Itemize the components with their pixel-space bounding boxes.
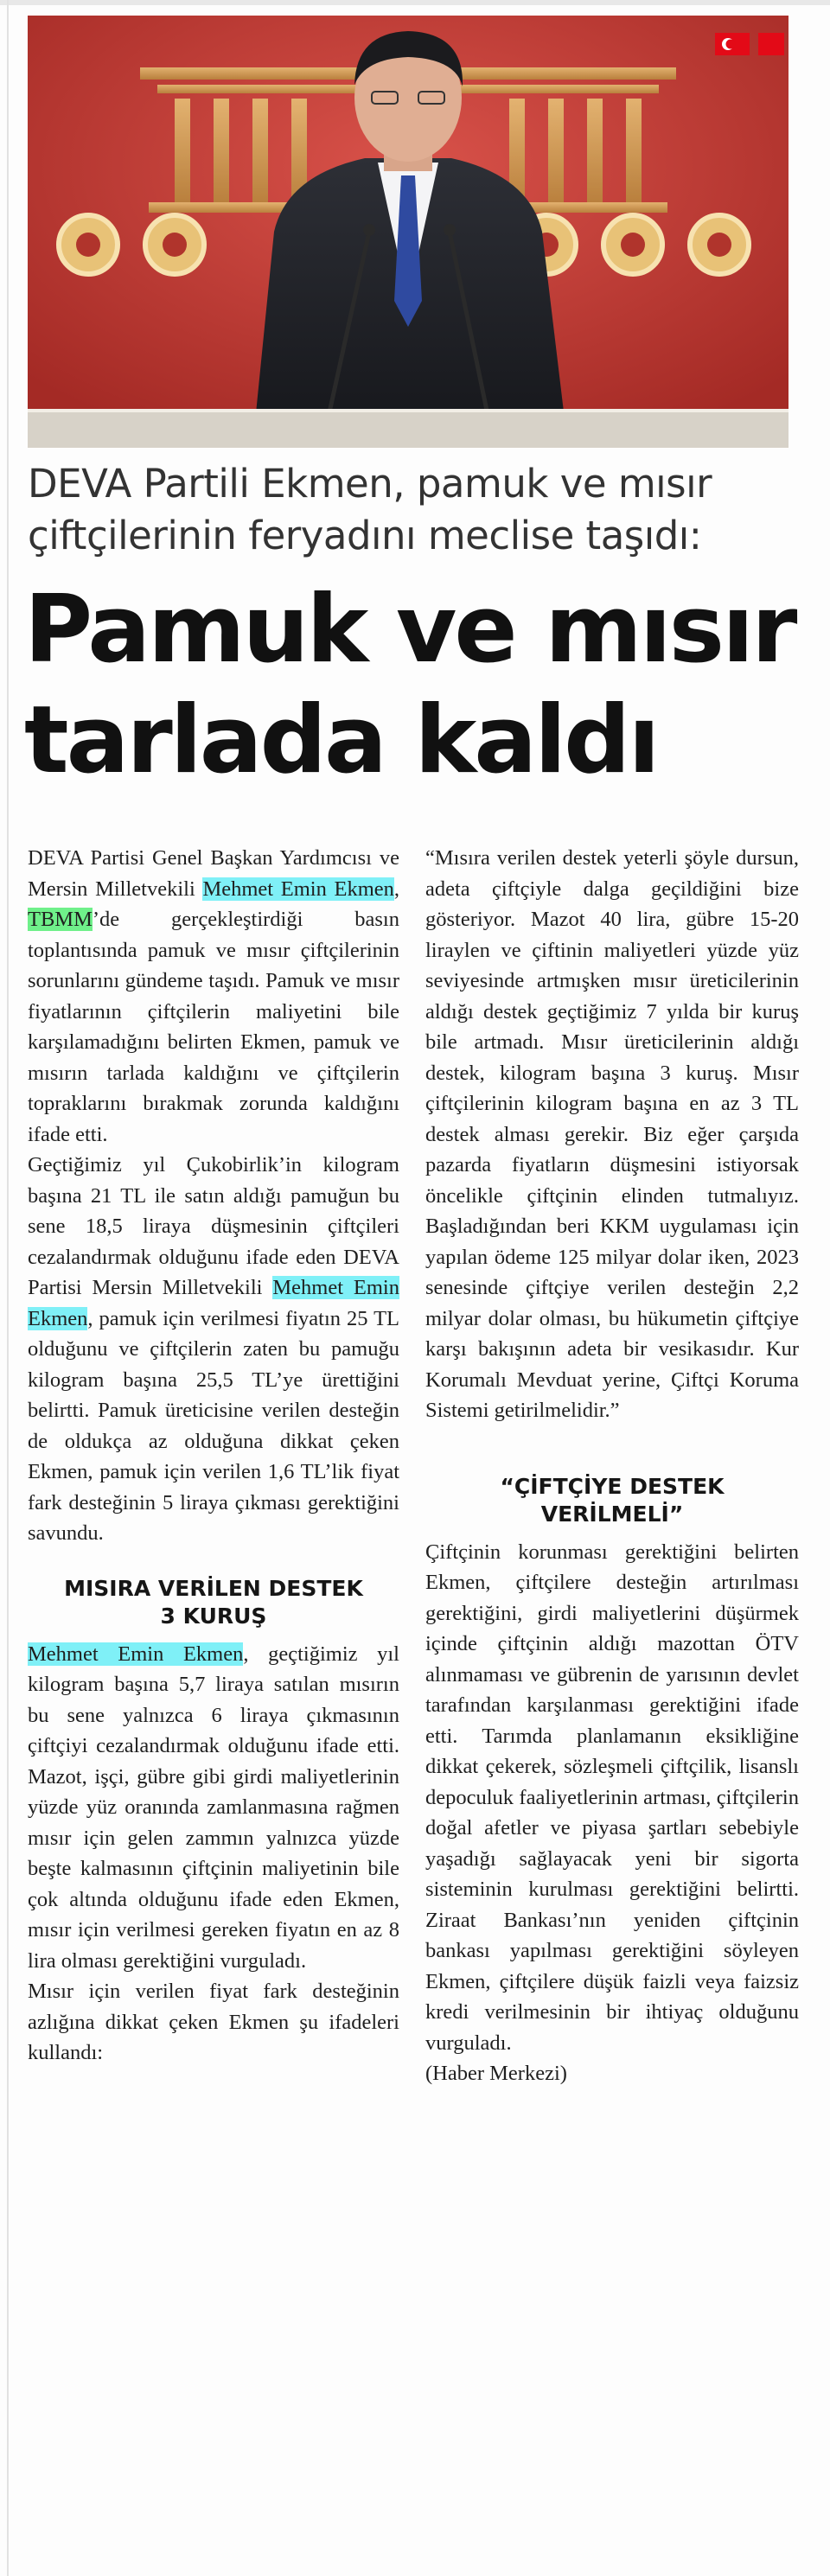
kicker-headline (28, 458, 806, 562)
flag-icons (715, 33, 784, 55)
headline-line: tarlada kaldı (24, 686, 658, 794)
top-rule (0, 0, 830, 5)
main-headline (24, 575, 811, 796)
microphone-head (363, 224, 375, 236)
left-rule (7, 0, 9, 2576)
highlighted-organization: TBMM (28, 908, 93, 931)
byline: (Haber Merkezi) (425, 2062, 567, 2085)
headline-line: Pamuk ve mısır (24, 576, 795, 684)
paragraph: Mısır için verilen fiyat fark desteğinin azlığına dikkat çeken Ekmen şu ifadeleri kullandı: (28, 1980, 399, 2064)
kicker-line: çiftçilerinin feryadını meclise taşıdı: (28, 513, 702, 558)
highlighted-name: Mehmet Emin Ekmen (202, 877, 394, 901)
lectern-edge (28, 409, 788, 448)
paragraph: DEVA Partisi Genel Başkan Yardımcısı ve Mersin Milletvekili Mehmet Emin Ekmen, TBMM’de gerçekleştirdiği basın toplantısında pamuk ve mısır çiftçilerinin sorunlarını gündeme taşıdı. Pamuk ve mısır fiyatlarının çiftçilerin maliyetini bile karşılamadığını belirten Ekmen, pamuk ve mısırın tarlada kaldığını ve çiftçilerin topraklarını bırakmak zorunda kaldığını ifade etti. (28, 846, 400, 1146)
paragraph: Mehmet Emin Ekmen, geçtiğimiz yıl kilogram başına 5,7 liraya satılan mısırın bu sene yalnızca 6 liraya çıkmasının çiftçiyi cezalandırmak olduğunu ifade etti. Mazot, işçi, gübre gibi girdi maliyetlerinin yüzde yüz oranında zamlanmasına rağmen mısır için gelen zammın yalnızca yüzde beşte kalmasının çiftçinin maliyetinin bile çok altında olduğunu ifade eden Ekmen, mısır için verilmesi gereken fiyatın en az 8 lira olması gerektiğini vurguladı. (28, 1642, 399, 1973)
photo-illustration (28, 16, 788, 448)
section-subheading: “ÇİFTÇİYE DESTEK VERİLMELİ” (500, 1473, 725, 1527)
kicker-line: DEVA Partili Ekmen, pamuk ve mısır (28, 461, 712, 507)
highlighted-name: Mehmet Emin Ekmen (28, 1276, 399, 1330)
quote-paragraph: “Mısıra verilen destek yeterli şöyle dursun, adeta çiftçiyle dalga geçildiğini bize gösteriyor. Mazot 40 lira, gübre 15-20 liraylen ve çiftinin maliyetleri yüzde yüz seviyesinde artmışken mısır üreticilerinin aldığı destek geçtiğimiz 7 yılda bir kuruş bile artmadı. Mısır üreticilerinin aldığı destek, kilogram başına 3 kuruş. Mısır çiftçilerinin kilogram başına en az 3 TL destek alması gerekir. Biz eğer çarşıda pazarda fiyatların düşmesini istiyorsak öncelikle çiftçinin elinden tutmalıyız. Başladığından beri KKM uygulaması için yapılan ödeme 125 milyar dolar iken, 2023 senesinde çiftçiye verilen desteğin 2,2 milyar dolar olması, bu hükumetin çiftçiye karşı bakışının adeta bir vesikasıdır. Kur Korumalı Mevduat yerine, Çiftçi Koruma Sistemi getirilmelidir.” (425, 846, 799, 1422)
article-photo (28, 16, 788, 448)
left-column (28, 843, 399, 2069)
right-column (425, 843, 799, 2089)
microphone-head (444, 224, 456, 236)
highlighted-name: Mehmet Emin Ekmen (28, 1642, 244, 1666)
paragraph: Geçtiğimiz yıl Çukobirlik’in kilogram başına 21 TL ile satın aldığı pamuğun bu sene 18,5 liraya düşmesinin çiftçileri cezalandırmak olduğunu ifade eden DEVA Partisi Mersin Milletvekili Mehmet Emin Ekmen, pamuk için verilmesi fiyatın 25 TL olduğunu ve çiftçilerin zaten bu pamuğu kilogram başına 25,5 TL’ye ürettiğini belirtti. Pamuk üreticisine verilen desteğin de oldukça az olduğuna dikkat çeken Ekmen, pamuk için verilen 1,6 TL’lik fiyat fark desteğinin 5 liraya çıkması gerektiğini savundu. (28, 1153, 399, 1545)
section-subheading: MISIRA VERİLEN DESTEK 3 KURUŞ (64, 1575, 363, 1629)
paragraph: Çiftçinin korunması gerektiğini belirten Ekmen, çiftçilere desteğin artırılması gerektiğini, girdi maliyetlerini düşürmek içinde çiftçinin aldığı mazottan ÖTV alınmaması ve gübrenin de yarısının devlet tarafından karşılanması gerektiğini ifade etti. Tarımda planlamanın eksikliğine dikkat çekerek, sözleşmeli çiftçilik, lisanslı depoculuk faaliyetlerinin artması, çiftçilerin doğal afetler ve piyasa şartları sebebiyle yaşadığı sağlayacak yeni bir sigorta sisteminin kurulması gerektiğini belirtti. Ziraat Bankası’nın yeniden çiftçinin bankası yapılması gerektiğini söyleyen Ekmen, çiftçilere düşük faizli veya faizsiz kredi verilmesinin bir ihtiyaç olduğunu vurguladı. (425, 1540, 799, 2055)
